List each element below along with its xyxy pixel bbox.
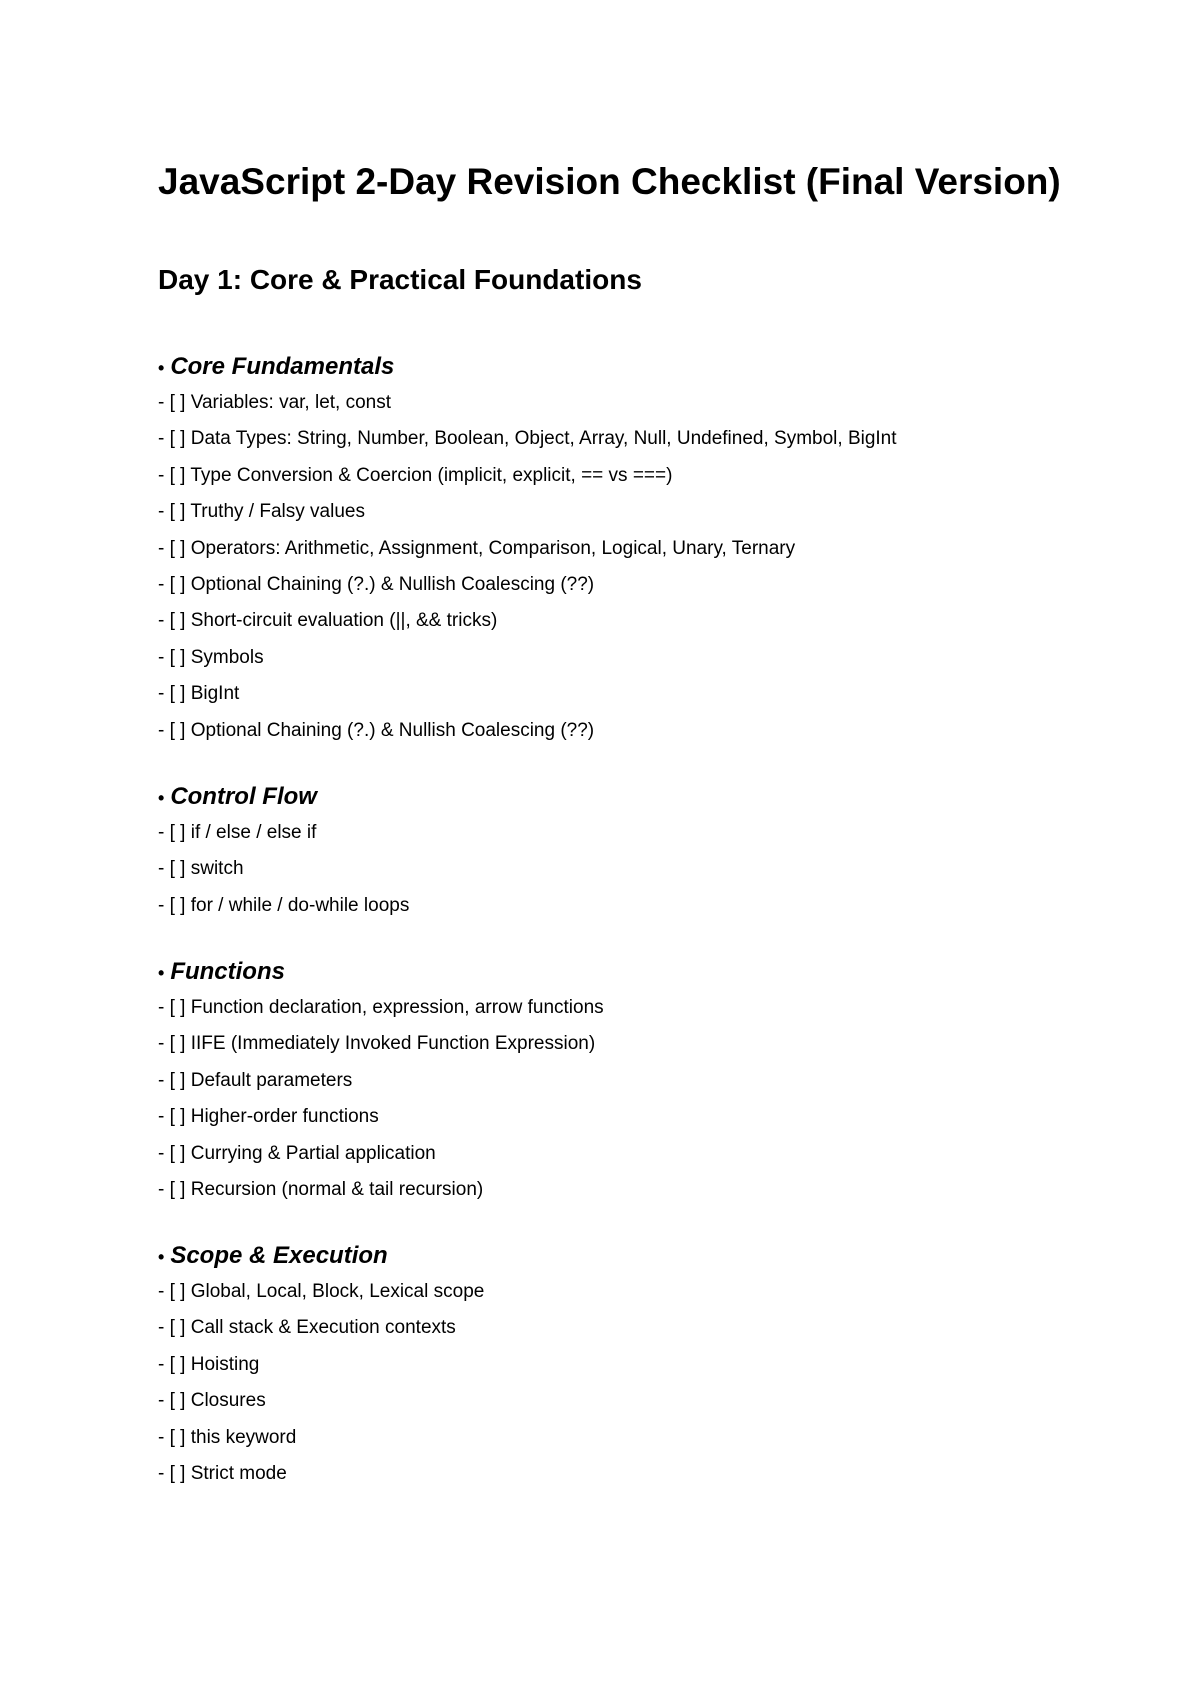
checklist-item: - [ ] Function declaration, expression, arrow functions <box>158 997 604 1018</box>
checklist-item: - [ ] if / else / else if <box>158 822 317 843</box>
checklist-item: - [ ] Type Conversion & Coercion (implicit, explicit, == vs ===) <box>158 464 673 486</box>
checklist <box>158 990 604 1208</box>
checklist-item: - [ ] Short-circuit evaluation (||, && tricks) <box>158 610 498 632</box>
document-title: JavaScript 2-Day Revision Checklist (Final Version) <box>158 161 1061 202</box>
section-functions <box>158 954 604 1208</box>
checklist-item: - [ ] for / while / do-while loops <box>158 894 410 916</box>
checklist-item: - [ ] Data Types: String, Number, Boolean, Object, Array, Null, Undefined, Symbol, BigInt <box>158 428 897 450</box>
checklist-item: - [ ] IIFE (Immediately Invoked Function Expression) <box>158 1033 596 1055</box>
checklist-item: - [ ] Variables: var, let, const <box>158 392 392 413</box>
checklist-item: - [ ] BigInt <box>158 683 240 705</box>
checklist-item: - [ ] switch <box>158 858 244 880</box>
checklist-item: - [ ] this keyword <box>158 1426 297 1448</box>
section-scope-execution <box>158 1238 484 1492</box>
checklist-item: - [ ] Symbols <box>158 646 264 668</box>
checklist-item: - [ ] Truthy / Falsy values <box>158 501 365 523</box>
checklist-item: - [ ] Default parameters <box>158 1069 353 1091</box>
checklist-item: - [ ] Optional Chaining (?.) & Nullish Coalescing (??) <box>158 573 595 595</box>
section-heading-label: Control Flow <box>170 783 317 810</box>
bullet-icon: • <box>158 358 165 378</box>
checklist-item: - [ ] Closures <box>158 1390 266 1412</box>
day-heading: Day 1: Core & Practical Foundations <box>158 264 642 295</box>
bullet-icon: • <box>158 788 165 808</box>
section-core-fundamentals <box>158 349 897 749</box>
checklist-item: - [ ] Higher-order functions <box>158 1106 379 1128</box>
section-heading-label: Functions <box>170 958 285 985</box>
checklist-item: - [ ] Hoisting <box>158 1353 260 1375</box>
checklist-item: - [ ] Global, Local, Block, Lexical scope <box>158 1281 485 1302</box>
checklist <box>158 385 897 749</box>
section-heading-label: Core Fundamentals <box>170 353 395 380</box>
section-heading <box>158 779 409 815</box>
section-control-flow <box>158 779 409 924</box>
section-heading <box>158 349 897 385</box>
checklist-item: - [ ] Currying & Partial application <box>158 1142 436 1164</box>
checklist <box>158 815 409 924</box>
checklist-item: - [ ] Call stack & Execution contexts <box>158 1317 456 1339</box>
checklist-item: - [ ] Recursion (normal & tail recursion) <box>158 1178 484 1200</box>
checklist <box>158 1274 484 1492</box>
section-heading <box>158 1238 484 1274</box>
checklist-item: - [ ] Strict mode <box>158 1462 287 1484</box>
section-heading-label: Scope & Execution <box>170 1242 388 1269</box>
checklist-item: - [ ] Operators: Arithmetic, Assignment, Comparison, Logical, Unary, Ternary <box>158 537 796 559</box>
checklist-item: - [ ] Optional Chaining (?.) & Nullish Coalescing (??) <box>158 719 595 741</box>
section-heading <box>158 954 604 990</box>
bullet-icon: • <box>158 1247 165 1267</box>
bullet-icon: • <box>158 963 165 983</box>
